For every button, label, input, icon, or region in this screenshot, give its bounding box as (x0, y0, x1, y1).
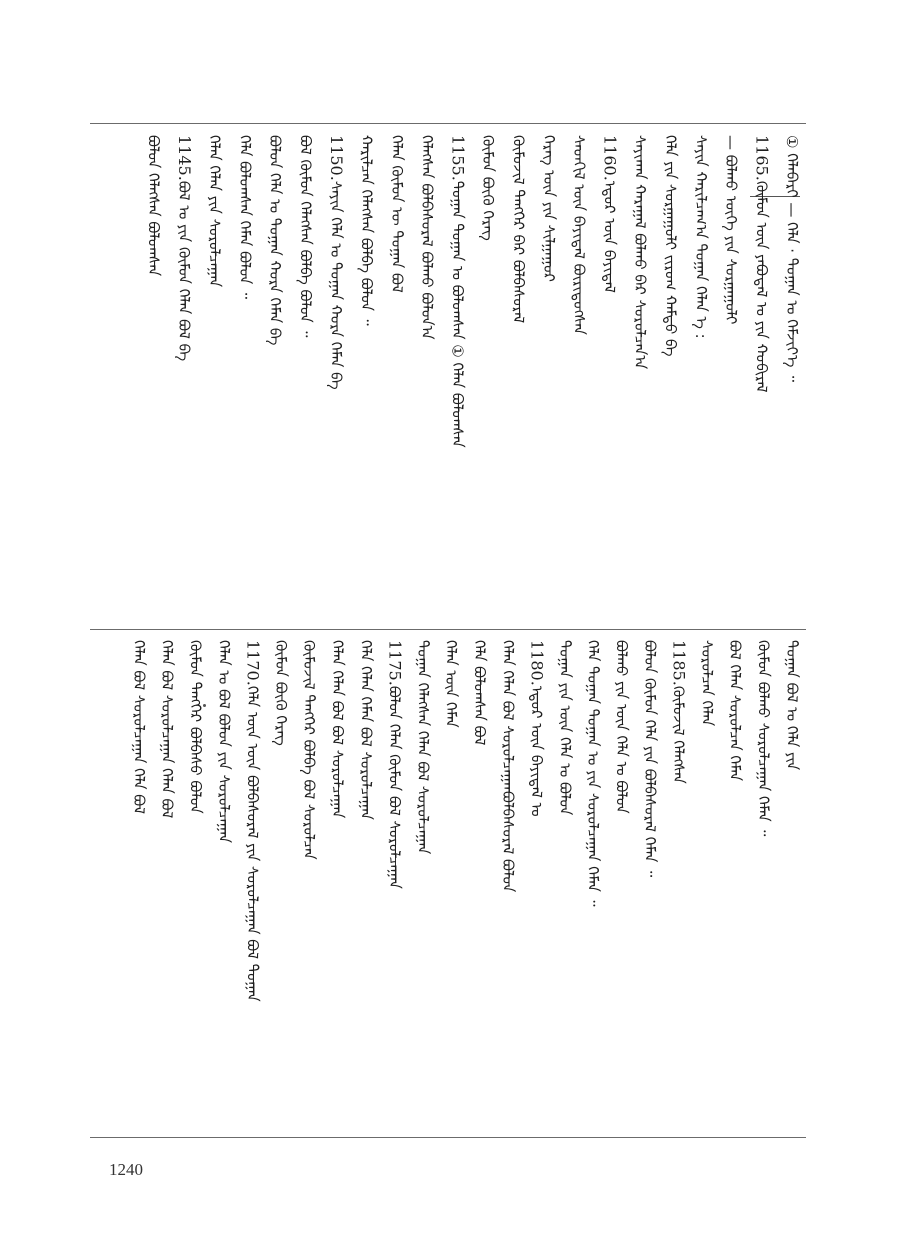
line-number: 1180. (527, 640, 547, 686)
line-number: 1175. (385, 640, 405, 686)
verse-column (638, 640, 662, 877)
verse-text: ᠰᠠᠶᠢᠬᠠᠨ ᠬᠠᠷᠠᠭᠠᠯ ᠪᠣᠯᠬᠤ ᠪᠠᠷ ᠰᠤᠷᠤᠯᠴᠠᠨ᠎ᠠ (631, 135, 649, 370)
verse-text: ᠪᠣᠯᠤᠨ ᠬᠡᠯᠡᠭᠰᠡᠨ ᠪᠣᠯᠤᠭᠰᠠᠨ (144, 135, 163, 277)
verse-text: ᠰᠠᠶᠢᠨ ᠬᠡᠯᠡ ᠤ ᠲᠣᠭᠠᠨ ᠬᠤᠷᠠ ᠬᠡᠮᠡᠨ ᠪᠡ (327, 180, 345, 390)
verse-column (324, 135, 348, 390)
verse-text: ᠡᠳᠦᠷ ᠦᠨ ᠪᠠᠶᠢᠳᠠᠯ ᠤ (527, 685, 546, 817)
verse-column (719, 135, 743, 324)
verse-column (581, 640, 605, 907)
verse-text: — ᠪᠣᠯᠬᠤ ᠦᠭᠡ ᠶᠢᠨ ᠰᠤᠷᠭᠠᠭᠤᠯᠢ (722, 135, 741, 325)
verse-text: ᠬᠦᠮᠦᠵᠢᠯ ᠬᠡᠯᠡᠭᠰᠡᠨ (669, 685, 688, 784)
verse-text: ᠪᠣᠯ ᠬᠦᠮᠦᠨ ᠬᠡᠯᠡᠭᠰᠡᠨ ᠪᠣᠯᠪᠠ ᠪᠣᠯᠤᠨ ᠃ (296, 135, 315, 338)
verse-column (263, 135, 287, 345)
upper-text-block (90, 135, 806, 620)
verse-column (468, 640, 492, 745)
verse-text: ᠬᠡᠯᠡᠨ ᠬᠡᠯᠡᠨ ᠪᠣᠯ ᠪᠣᠯ ᠰᠤᠷᠤᠯᠴᠠᠭᠠᠨ (328, 640, 347, 819)
verse-text: ᠪᠣᠯᠤᠨ ᠬᠡᠯᠡᠨ ᠬᠦᠮᠦᠨ ᠪᠣᠯ ᠰᠤᠷᠤᠯᠴᠠᠭᠠᠨ (385, 685, 404, 889)
line-number: 1150. (327, 135, 346, 181)
verse-column (439, 640, 463, 728)
lower-text-block (90, 640, 806, 1125)
verse-column (780, 135, 804, 382)
verse-text: ᠬᠡᠯᠡᠨ ᠪᠣᠯ ᠰᠤᠷᠤᠯᠴᠠᠭᠠᠨ ᠬᠡᠯᠡᠨ ᠪᠣᠯ (158, 640, 177, 819)
middle-rule (90, 629, 806, 630)
top-rule (90, 123, 806, 124)
verse-text: ᠬᠡᠯᠡ ᠶᠢᠨ ᠰᠤᠷᠭᠠᠭᠤᠯᠢ ᠵᠢᠷᠤᠭ ᠬᠠᠮᠲᠤ ᠪᠡ (661, 135, 680, 357)
page-number: 1240 (109, 1160, 143, 1179)
verse-text: ᠰᠡᠳᠬᠢᠯ ᠦᠨ ᠪᠠᠶᠢᠳᠠᠯ ᠪᠦᠷᠢᠳᠦᠭᠰᠡᠨ (570, 135, 589, 335)
verse-text: ᠬᠡᠯᠡᠨ ᠬᠡᠯᠡᠨ ᠪᠣᠯ ᠰᠤᠷᠤᠯᠴᠠᠭᠠᠨᠪᠣᠯᠪᠠᠰᠤᠷᠠᠯ ᠪᠣᠯᠤᠨ (499, 640, 517, 893)
verse-column (780, 640, 804, 770)
verse-column (382, 640, 406, 889)
verse-column (476, 135, 500, 241)
verse-column (297, 640, 321, 860)
verse-text: ᠲᠣᠭᠠᠨ ᠬᠡᠯᠡᠭᠰᠡᠨ ᠬᠡᠯᠡᠨ ᠪᠣᠯ ᠰᠤᠷᠤᠯᠴᠠᠭᠠᠨ (413, 640, 432, 855)
verse-column (172, 135, 196, 361)
verse-column (553, 640, 577, 815)
verse-column (326, 640, 350, 818)
verse-text: ᠬᠦᠮᠦᠵᠢᠯ ᠲᠡᠩᠭᠡᠷ ᠪᠣᠯᠪᠠ ᠪᠣᠯ ᠰᠤᠷᠤᠯᠴᠠᠨ (300, 640, 319, 860)
verse-text: ᠬᠡᠯᠡ ᠦᠨ ᠦᠨ ᠪᠣᠯᠪᠠᠰᠤᠷᠠᠯ ᠶᠢᠨ ᠰᠤᠷᠤᠯᠴᠠᠭᠠᠨ ᠪᠣᠯ ᠲᠣᠭᠠᠨ (243, 685, 262, 1002)
verse-text: ᠰᠠᠶᠢᠨ ᠬᠠᠷᠢᠯᠴᠠᠭ᠎ᠠ ᠲᠣᠭᠠᠨ ᠬᠡᠯᠡᠨ ᠡ : (691, 135, 710, 339)
verse-column (506, 135, 530, 323)
line-number: 1160. (600, 135, 620, 181)
verse-column (354, 135, 378, 326)
verse-column (628, 135, 652, 369)
verse-text: ᠬᠡᠯᠡ ᠪᠣᠯᠤᠭᠰᠠᠨ ᠬᠡᠮᠡᠨ ᠪᠣᠯᠤᠨ ᠃ (235, 135, 254, 299)
verse-text: ᠬᠡᠯᠡᠨ ᠪᠣᠯ ᠰᠤᠷᠤᠯᠴᠠᠭᠠᠨ ᠬᠡᠯᠡ ᠪᠣᠯ (129, 640, 148, 815)
verse-text: ᠡᠳᠦᠷ ᠦᠨ ᠪᠠᠶᠢᠳᠠᠯ (600, 180, 619, 293)
verse-column (689, 135, 713, 339)
verse-text: ᠪᠣᠯᠬᠤ ᠶᠢᠨ ᠦᠨ ᠬᠡᠯᠡ ᠤ ᠪᠣᠯᠤᠨ (612, 640, 631, 814)
verse-column (610, 640, 634, 814)
verse-column (202, 135, 226, 287)
line-number: 1155. (448, 135, 468, 181)
verse-text: ᠬᠡᠯᠡᠭᠰᠡᠨ ᠪᠣᠯᠪᠠᠰᠤᠷᠠᠯ ᠪᠣᠯᠬᠤ ᠪᠣᠯᠤᠨ᠎ᠠ (418, 135, 437, 340)
verse-column (567, 135, 591, 335)
verse-text: ᠪᠣᠯᠤᠨ ᠬᠡᠯᠡ ᠤ ᠲᠣᠭᠠᠨ ᠬᠤᠷᠠ ᠬᠡᠮᠡᠨ ᠪᠡ (266, 135, 285, 346)
verse-text: ᠬᠡᠯᠡᠨ ᠬᠦᠮᠦᠨ ᠦ ᠲᠣᠭᠠᠨ ᠪᠣᠯ (387, 135, 406, 293)
verse-column (127, 640, 151, 814)
verse-text: ᠬᠦᠮᠦᠵᠢᠯ ᠲᠡᠩᠭᠡᠷ ᠪᠡᠷ ᠪᠣᠯᠪᠠᠰᠤᠷᠠᠯ (509, 135, 528, 324)
verse-text: ᠬᠡᠯᠡ ᠲᠣᠭᠠᠨ ᠲᠣᠭᠠᠨ ᠤ ᠶᠢᠨ ᠰᠤᠷᠤᠯᠴᠠᠭᠠᠨ ᠬᠡᠮᠡᠨ ᠃ (584, 640, 603, 907)
verse-text: ᠪᠣᠯᠤᠨ ᠬᠦᠮᠦᠨ ᠬᠡᠯᠡ ᠶᠢᠨ ᠪᠣᠯᠪᠠᠰᠤᠷᠠᠯ ᠬᠡᠮᠡᠨ ᠃ (641, 640, 659, 878)
verse-column (212, 640, 236, 843)
verse-text: ᠬᠡᠯᠡ ᠬᠡᠯᠡᠨ ᠬᠡᠮᠡᠨ ᠪᠣᠯ ᠰᠤᠷᠤᠯᠴᠠᠭᠠᠨ (357, 640, 375, 820)
verse-text: ᠲᠣᠭᠠᠨ ᠪᠣᠯ ᠤ ᠬᠡᠯᠡ ᠶᠢᠨ (783, 640, 801, 771)
verse-text: ᠲᠣᠭᠠᠨ ᠲᠣᠭᠠᠨ ᠤ ᠪᠣᠯᠤᠭᠰᠠᠨ ① ᠬᠡᠯᠡᠨ ᠪᠣᠯᠤᠭᠰᠠᠨ (448, 180, 467, 448)
line-number: 1145. (175, 135, 194, 181)
verse-text: ᠰᠤᠷᠤᠯᠴᠠᠨ ᠬᠡᠯᠡᠨ (697, 640, 716, 727)
verse-text: ᠬᠦᠮᠦᠨ ᠲᠡᠩᠭᠡᠷ ᠪᠣᠯᠪᠠᠰᠤ ᠪᠣᠯᠤᠨ (186, 640, 205, 814)
verse-text: ᠬᠡᠯᠡᠨ ᠤ ᠪᠣᠯ ᠪᠣᠯᠤᠨ ᠶᠢᠨ ᠰᠤᠷᠤᠯᠴᠠᠭᠠᠨ (215, 640, 233, 844)
verse-column (537, 135, 561, 282)
verse-column (184, 640, 208, 814)
verse-column (723, 640, 747, 781)
verse-column (658, 135, 682, 357)
verse-text: ᠬᠦᠮᠦᠨ ᠦᠨ ᠶᠠᠪᠤᠳᠠᠯ ᠤ ᠶᠢᠨ ᠬᠤᠪᠢᠷᠠᠯ (752, 180, 771, 393)
bottom-rule (90, 1137, 806, 1138)
verse-text: ᠬᠡᠯᠡᠨ ᠦᠨ ᠬᠡᠮᠡᠨ (442, 640, 461, 728)
verse-text: ᠪᠣᠯ ᠬᠡᠯᠡᠨ ᠰᠤᠷᠤᠯᠴᠠᠨ ᠬᠡᠮᠡᠨ (726, 640, 745, 782)
line-number: 1170. (243, 640, 263, 686)
verse-column (524, 640, 548, 817)
verse-text: ᠪᠣᠯ ᠤ ᠶᠢᠨ ᠬᠦᠮᠦᠨ ᠬᠡᠯᠡᠨ ᠪᠣᠯ ᠪᠡ (175, 180, 193, 362)
verse-column (415, 135, 439, 340)
verse-text: ᠬᠦᠮᠦᠨ ᠪᠣᠯᠬᠤ ᠰᠤᠷᠤᠯᠴᠠᠭᠠᠨ ᠬᠡᠮᠡᠨ ᠃ (754, 640, 773, 837)
verse-column (142, 135, 166, 276)
verse-column (294, 135, 318, 337)
verse-column (496, 640, 520, 892)
verse-column (233, 135, 257, 299)
verse-text: ᠬᠦᠮᠦᠨ ᠪᠦᠬᠦ ᠬᠡᠷᠡᠭ (479, 135, 497, 241)
verse-text: ① ᠬᠡᠯᠡᠪᠡᠷᠢ — ᠬᠡᠯᠡ · ᠲᠣᠭᠠᠨ ᠤ ᠬᠡᠮᠵᠢᠶ᠎ᠡ ᠃ (783, 135, 801, 383)
verse-column (354, 640, 378, 820)
verse-column (666, 640, 690, 784)
verse-column (446, 135, 470, 448)
verse-text: ᠬᠡᠯᠡ ᠪᠣᠯᠤᠭᠰᠠᠨ ᠪᠣᠯ (470, 640, 489, 746)
verse-column (269, 640, 293, 746)
verse-column (750, 135, 774, 393)
verse-text: ᠬᠠᠷᠢᠯᠴᠠᠨ ᠬᠡᠯᠡᠭᠰᠡᠨ ᠪᠣᠯᠪᠠ ᠪᠣᠯᠤᠨ ᠃ (357, 135, 376, 326)
verse-text: ᠬᠡᠯᠡᠨ ᠬᠡᠯᠡᠨ ᠶᠢᠨ ᠰᠤᠷᠤᠯᠴᠠᠭᠠᠨ (205, 135, 224, 288)
verse-column (155, 640, 179, 818)
verse-text: ᠲᠣᠭᠠᠨ ᠶᠢᠨ ᠦᠨ ᠬᠡᠯᠡ ᠤ ᠪᠣᠯᠤᠨ (555, 640, 574, 816)
verse-column (411, 640, 435, 854)
verse-text: ᠬᠡᠷᠡᠭ ᠦᠨ ᠶᠢᠨ ᠰᠢᠯᠭᠠᠭᠤᠷ (539, 135, 558, 282)
verse-column (752, 640, 776, 836)
line-number: 1165. (752, 135, 772, 181)
verse-column (598, 135, 622, 293)
verse-column (385, 135, 409, 293)
verse-column (695, 640, 719, 726)
verse-text: ᠬᠦᠮᠦᠨ ᠪᠦᠬᠦ ᠬᠡᠷᠡᠭ (271, 640, 290, 746)
line-number: 1185. (669, 640, 689, 686)
verse-column (240, 640, 264, 1002)
